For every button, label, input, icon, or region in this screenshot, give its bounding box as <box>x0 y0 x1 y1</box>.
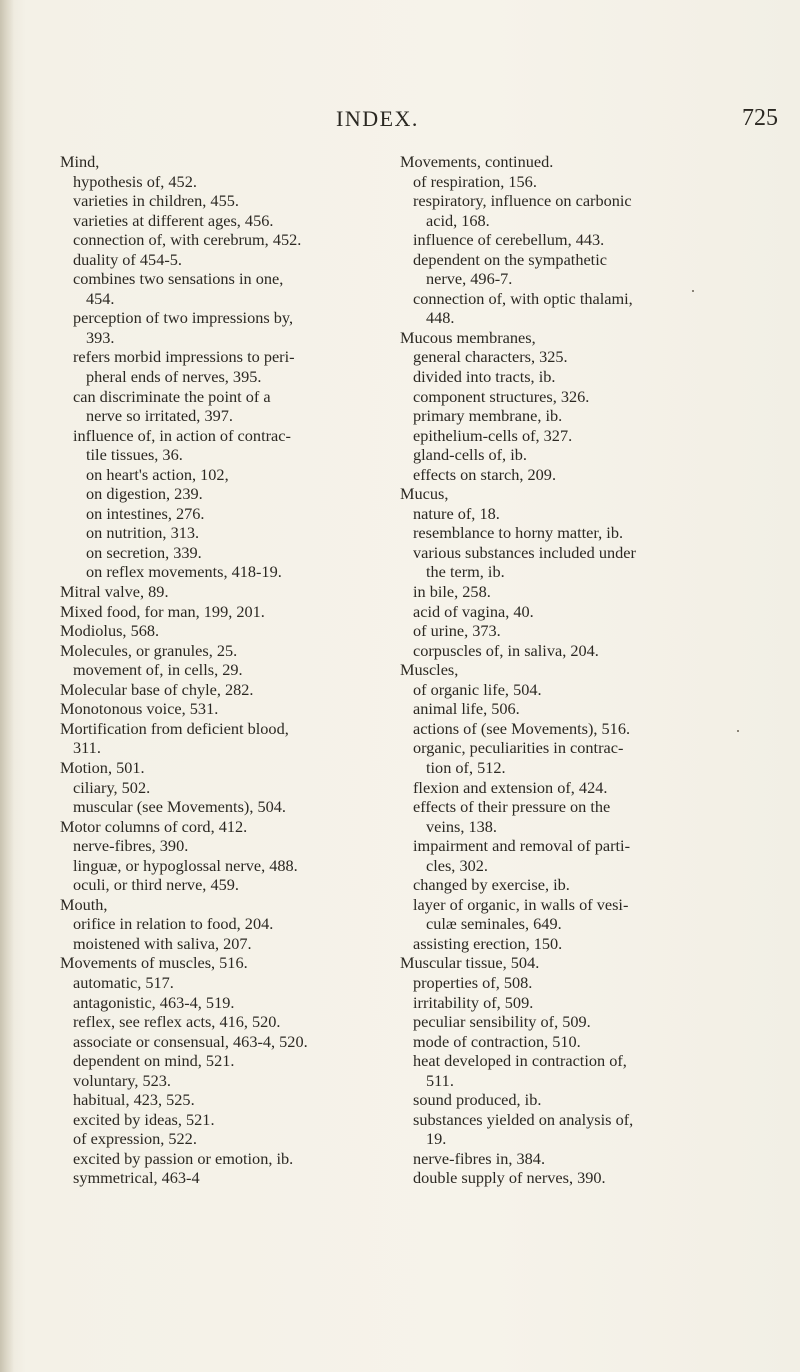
index-subentry: duality of 454-5. <box>73 249 182 269</box>
index-subentry: various substances included under <box>413 542 636 562</box>
index-subentry: impairment and removal of parti- <box>413 836 631 856</box>
index-subentry: reflex, see reflex acts, 416, 520. <box>73 1012 281 1032</box>
index-subentry: veins, 138. <box>426 816 497 836</box>
index-column-right <box>400 152 740 1188</box>
index-subentry: can discriminate the point of a <box>73 386 271 406</box>
index-subentry: tile tissues, 36. <box>86 445 183 465</box>
index-subentry: corpuscles of, in saliva, 204. <box>413 640 599 660</box>
index-subentry: excited by ideas, 521. <box>73 1109 215 1129</box>
index-subentry: culæ seminales, 649. <box>426 914 562 934</box>
index-subentry: acid, 168. <box>426 210 490 230</box>
index-heading-entry: Molecules, or granules, 25. <box>60 640 238 660</box>
index-subentry: influence of, in action of contrac- <box>73 425 291 445</box>
index-subentry: 19. <box>426 1129 447 1149</box>
index-heading-entry: Mucous membranes, <box>400 327 536 347</box>
index-subentry: gland-cells of, ib. <box>413 445 527 465</box>
index-subentry: flexion and extension of, 424. <box>413 777 608 797</box>
index-subentry: associate or consensual, 463-4, 520. <box>73 1031 308 1051</box>
index-subentry: moistened with saliva, 207. <box>73 933 252 953</box>
index-subentry: ciliary, 502. <box>73 777 151 797</box>
index-subentry: animal life, 506. <box>413 699 520 719</box>
index-subentry: refers morbid impressions to peri- <box>73 347 295 367</box>
index-subentry: on heart's action, 102, <box>86 464 229 484</box>
index-subentry: on digestion, 239. <box>86 484 203 504</box>
index-subentry: 311. <box>73 738 101 758</box>
running-header <box>0 106 800 136</box>
index-heading-entry: Mind, <box>60 152 100 171</box>
index-heading-entry: Monotonous voice, 531. <box>60 699 219 719</box>
index-subentry: peculiar sensibility of, 509. <box>413 1012 591 1032</box>
index-heading-entry: Modiolus, 568. <box>60 621 160 641</box>
page-gutter-shadow <box>0 0 14 1372</box>
index-subentry: dependent on mind, 521. <box>73 1051 235 1071</box>
index-subentry: tion of, 512. <box>426 757 506 777</box>
index-subentry: divided into tracts, ib. <box>413 367 556 387</box>
speck-mark <box>737 730 739 732</box>
index-subentry: varieties at different ages, 456. <box>73 210 274 230</box>
index-heading-entry: Motion, 501. <box>60 757 145 777</box>
index-heading-entry: Movements of muscles, 516. <box>60 953 248 973</box>
index-subentry: assisting erection, 150. <box>413 933 563 953</box>
index-heading-entry: Mouth, <box>60 894 108 914</box>
index-subentry: 448. <box>426 308 455 328</box>
index-subentry: heat developed in contraction of, <box>413 1051 627 1071</box>
index-subentry: of organic life, 504. <box>413 679 542 699</box>
index-subentry: muscular (see Movements), 504. <box>73 797 286 817</box>
index-subentry: dependent on the sympathetic <box>413 249 607 269</box>
page-number: 725 <box>742 105 778 131</box>
index-subentry: nerve-fibres in, 384. <box>413 1148 546 1168</box>
index-subentry: double supply of nerves, 390. <box>413 1168 606 1188</box>
index-subentry: of urine, 373. <box>413 621 501 641</box>
index-subentry: varieties in children, 455. <box>73 191 239 211</box>
index-subentry: in bile, 258. <box>413 582 491 602</box>
header-title: INDEX. <box>336 106 419 131</box>
index-subentry: epithelium-cells of, 327. <box>413 425 573 445</box>
index-subentry: nerve so irritated, 397. <box>86 406 233 426</box>
index-subentry: excited by passion or emotion, ib. <box>73 1148 294 1168</box>
index-heading-entry: Movements, continued. <box>400 152 554 171</box>
index-subentry: general characters, 325. <box>413 347 568 367</box>
index-subentry: oculi, or third nerve, 459. <box>73 875 239 895</box>
index-subentry: voluntary, 523. <box>73 1070 171 1090</box>
index-subentry: layer of organic, in walls of vesi- <box>413 894 629 914</box>
index-heading-entry: Muscles, <box>400 660 459 680</box>
index-heading-entry: Mucus, <box>400 484 449 504</box>
index-subentry: perception of two impressions by, <box>73 308 294 328</box>
index-subentry: 454. <box>86 288 115 308</box>
index-heading-entry: Mortification from deficient blood, <box>60 718 289 738</box>
index-subentry: habitual, 423, 525. <box>73 1090 195 1110</box>
index-heading-entry: Molecular base of chyle, 282. <box>60 679 254 699</box>
index-subentry: antagonistic, 463-4, 519. <box>73 992 235 1012</box>
index-subentry: acid of vagina, 40. <box>413 601 534 621</box>
index-subentry: irritability of, 509. <box>413 992 534 1012</box>
index-subentry: on reflex movements, 418-19. <box>86 562 282 582</box>
index-subentry: the term, ib. <box>426 562 505 582</box>
index-subentry: changed by exercise, ib. <box>413 875 570 895</box>
index-column-left <box>60 152 392 1188</box>
index-subentry: on intestines, 276. <box>86 503 205 523</box>
index-subentry: of expression, 522. <box>73 1129 197 1149</box>
index-subentry: movement of, in cells, 29. <box>73 660 243 680</box>
index-subentry: nature of, 18. <box>413 503 500 523</box>
index-subentry: mode of contraction, 510. <box>413 1031 581 1051</box>
index-subentry: effects on starch, 209. <box>413 464 557 484</box>
index-subentry: cles, 302. <box>426 855 488 875</box>
index-subentry: 393. <box>86 327 115 347</box>
index-subentry: sound produced, ib. <box>413 1090 542 1110</box>
index-subentry: 511. <box>426 1070 454 1090</box>
index-subentry: on nutrition, 313. <box>86 523 200 543</box>
index-subentry: properties of, 508. <box>413 972 533 992</box>
index-subentry: nerve, 496-7. <box>426 269 513 289</box>
index-heading-entry: Muscular tissue, 504. <box>400 953 540 973</box>
index-subentry: pheral ends of nerves, 395. <box>86 367 262 387</box>
index-subentry: effects of their pressure on the <box>413 797 611 817</box>
index-subentry: orifice in relation to food, 204. <box>73 914 274 934</box>
index-subentry: combines two sensations in one, <box>73 269 284 289</box>
index-subentry: component structures, 326. <box>413 386 590 406</box>
index-subentry: substances yielded on analysis of, <box>413 1109 634 1129</box>
index-subentry: resemblance to horny matter, ib. <box>413 523 624 543</box>
index-subentry: automatic, 517. <box>73 972 174 992</box>
index-subentry: hypothesis of, 452. <box>73 171 197 191</box>
index-subentry: symmetrical, 463-4 <box>73 1168 200 1188</box>
speck-mark <box>692 290 694 292</box>
index-subentry: organic, peculiarities in contrac- <box>413 738 624 758</box>
index-subentry: on secretion, 339. <box>86 542 202 562</box>
index-heading-entry: Mixed food, for man, 199, 201. <box>60 601 265 621</box>
index-subentry: nerve-fibres, 390. <box>73 836 189 856</box>
index-heading-entry: Mitral valve, 89. <box>60 582 169 602</box>
index-subentry: primary membrane, ib. <box>413 406 563 426</box>
index-subentry: influence of cerebellum, 443. <box>413 230 605 250</box>
index-subentry: connection of, with cerebrum, 452. <box>73 230 302 250</box>
index-subentry: of respiration, 156. <box>413 171 537 191</box>
index-subentry: respiratory, influence on carbonic <box>413 191 632 211</box>
index-subentry: connection of, with optic thalami, <box>413 288 633 308</box>
index-subentry: linguæ, or hypoglossal nerve, 488. <box>73 855 298 875</box>
index-subentry: actions of (see Movements), 516. <box>413 718 631 738</box>
index-heading-entry: Motor columns of cord, 412. <box>60 816 248 836</box>
